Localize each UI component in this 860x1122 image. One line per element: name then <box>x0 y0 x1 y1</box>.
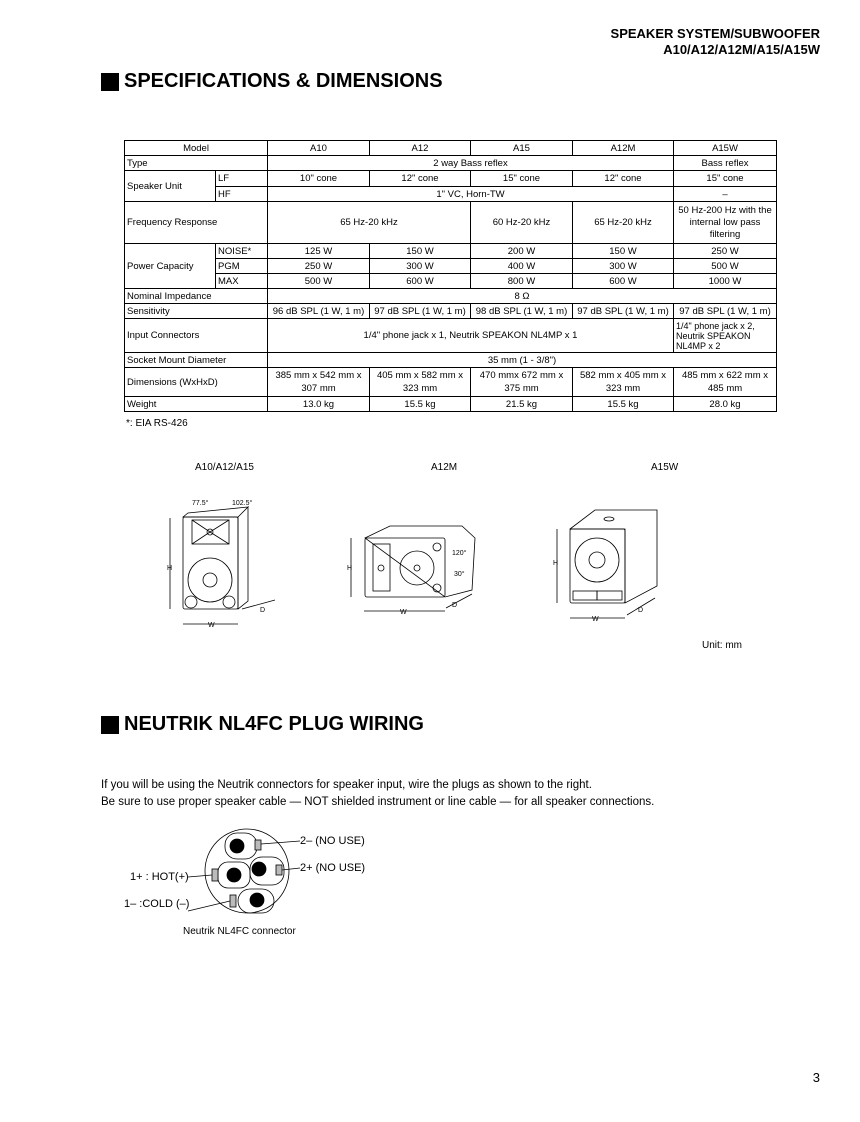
table-cell: 8 Ω <box>268 289 777 304</box>
dim-line: 385 mm x 542 mm x <box>275 370 362 381</box>
table-cell: 65 Hz-20 kHz <box>573 202 674 244</box>
table-header: A12M <box>573 141 674 156</box>
table-cell <box>268 368 370 397</box>
table-cell: 150 W <box>573 244 674 259</box>
dim-line: 323 mm <box>402 383 438 394</box>
row-label: Sensitivity <box>125 304 268 319</box>
table-row <box>125 259 777 274</box>
table-cell: 12" cone <box>573 171 674 187</box>
table-cell: 125 W <box>268 244 370 259</box>
angle-label: 102.5° <box>232 500 253 507</box>
speaker-diagram-a10 <box>167 499 275 629</box>
table-row <box>125 397 777 412</box>
table-cell: 150 W <box>370 244 471 259</box>
dim-line: 485 mm <box>707 383 743 394</box>
row-label: Type <box>125 156 268 171</box>
table-row <box>125 141 777 156</box>
row-sublabel: LF <box>216 171 268 187</box>
table-cell: 1/4" phone jack x 1, Neutrik SPEAKON NL4MP x 1 <box>268 319 674 353</box>
table-cell <box>370 368 471 397</box>
table-cell: 400 W <box>471 259 573 274</box>
pin-2-minus-label: 2– (NO USE) <box>300 835 365 847</box>
row-sublabel: PGM <box>216 259 268 274</box>
table-cell: 97 dB SPL (1 W, 1 m) <box>370 304 471 319</box>
row-label: Power Capacity <box>125 244 216 289</box>
dim-line: 307 mm <box>301 383 336 394</box>
section-heading-specs <box>101 70 443 93</box>
table-cell: 13.0 kg <box>268 397 370 412</box>
table-header: A10 <box>268 141 370 156</box>
table-cell: 500 W <box>674 259 777 274</box>
section-heading-wiring <box>101 713 424 736</box>
pin-2-plus-label: 2+ (NO USE) <box>300 862 366 874</box>
spec-table <box>124 140 777 412</box>
row-label: Input Connectors <box>125 319 268 353</box>
h-label: H <box>167 565 173 572</box>
table-row <box>125 319 777 353</box>
table-cell: 10" cone <box>268 171 370 187</box>
speaker-diagram-a12m <box>347 526 475 616</box>
speaker-diagram-a15w <box>553 510 657 623</box>
row-label: Nominal Impedance <box>125 289 268 304</box>
dim-line: 470 mmx 672 mm x <box>479 370 564 381</box>
table-row <box>125 156 777 171</box>
table-cell: 500 W <box>268 274 370 289</box>
table-cell <box>471 368 573 397</box>
dim-line: 375 mm <box>504 383 539 394</box>
table-cell: 200 W <box>471 244 573 259</box>
row-label: Socket Mount Diameter <box>125 353 268 368</box>
page-number: 3 <box>812 1070 820 1085</box>
pin-1-plus-label: 1+ : HOT(+) <box>130 871 189 883</box>
table-cell: 300 W <box>573 259 674 274</box>
document-header <box>611 26 820 58</box>
section-title: SPECIFICATIONS & DIMENSIONS <box>124 70 443 92</box>
table-cell: 600 W <box>370 274 471 289</box>
row-label: Frequency Response <box>125 202 268 244</box>
unit-label: Unit: mm <box>702 640 742 651</box>
table-cell: 97 dB SPL (1 W, 1 m) <box>674 304 777 319</box>
d-label: D <box>638 607 644 614</box>
w-label: W <box>208 622 215 629</box>
table-cell <box>674 368 777 397</box>
table-cell: – <box>674 187 777 202</box>
connector-caption: Neutrik NL4FC connector <box>183 926 296 937</box>
table-row <box>125 289 777 304</box>
h-label: H <box>553 560 559 567</box>
table-cell: Bass reflex <box>674 156 777 171</box>
table-cell: 1" VC, Horn-TW <box>268 187 674 202</box>
table-row <box>125 304 777 319</box>
table-cell: 21.5 kg <box>471 397 573 412</box>
table-cell: 98 dB SPL (1 W, 1 m) <box>471 304 573 319</box>
table-header: A15W <box>674 141 777 156</box>
table-cell: 15.5 kg <box>573 397 674 412</box>
table-header: A12 <box>370 141 471 156</box>
table-cell: 12" cone <box>370 171 471 187</box>
heading-square-icon <box>101 73 119 91</box>
dim-line: 485 mm x 622 mm x <box>681 370 769 381</box>
table-cell: 96 dB SPL (1 W, 1 m) <box>268 304 370 319</box>
table-cell: 50 Hz-200 Hz with the internal low pass filtering <box>674 202 777 244</box>
angle-label: 30° <box>454 571 465 578</box>
d-label: D <box>260 607 266 614</box>
table-cell: 28.0 kg <box>674 397 777 412</box>
table-cell: 15" cone <box>674 171 777 187</box>
table-cell: 600 W <box>573 274 674 289</box>
table-cell: 65 Hz-20 kHz <box>268 202 471 244</box>
dimension-diagrams <box>150 490 750 630</box>
row-label: Dimensions (WxHxD) <box>125 368 268 397</box>
row-sublabel: MAX <box>216 274 268 289</box>
row-sublabel: NOISE* <box>216 244 268 259</box>
table-cell: 800 W <box>471 274 573 289</box>
table-cell: 15" cone <box>471 171 573 187</box>
angle-label: 120° <box>452 550 467 557</box>
dim-line: 582 mm x 405 mm x <box>579 370 667 381</box>
table-cell: 1000 W <box>674 274 777 289</box>
heading-square-icon <box>101 716 119 734</box>
table-cell: 250 W <box>268 259 370 274</box>
diagram-title-a12m: A12M <box>431 462 458 473</box>
table-row <box>125 368 777 397</box>
table-cell: 300 W <box>370 259 471 274</box>
d-label: D <box>452 602 458 609</box>
table-row <box>125 353 777 368</box>
wiring-paragraph-2: Be sure to use proper speaker cable — NOT shielded instrument or line cable — for all speaker connections. <box>101 796 655 808</box>
w-label: W <box>400 609 407 616</box>
table-cell: 35 mm (1 - 3/8") <box>268 353 777 368</box>
table-row <box>125 171 777 187</box>
table-cell: 1/4" phone jack x 2, Neutrik SPEAKON NL4MP x 2 <box>674 319 777 353</box>
table-cell: 250 W <box>674 244 777 259</box>
table-cell: 60 Hz-20 kHz <box>471 202 573 244</box>
table-cell: 97 dB SPL (1 W, 1 m) <box>573 304 674 319</box>
dim-line: 323 mm <box>605 383 641 394</box>
table-row <box>125 187 777 202</box>
row-label: Speaker Unit <box>125 171 216 202</box>
table-row <box>125 274 777 289</box>
table-header: A15 <box>471 141 573 156</box>
table-row <box>125 202 777 244</box>
table-cell: 15.5 kg <box>370 397 471 412</box>
footnote: *: EIA RS-426 <box>126 418 188 429</box>
table-cell: 2 way Bass reflex <box>268 156 674 171</box>
angle-label: 77.5° <box>192 500 209 507</box>
pin-1-minus-label: 1– :COLD (–) <box>124 898 190 910</box>
h-label: H <box>347 565 353 572</box>
header-line2: A10/A12/A12M/A15/A15W <box>663 42 820 57</box>
table-header: Model <box>125 141 268 156</box>
wiring-paragraph-1: If you will be using the Neutrik connectors for speaker input, wire the plugs as shown to the right. <box>101 779 592 791</box>
row-label: Weight <box>125 397 268 412</box>
section-title: NEUTRIK NL4FC PLUG WIRING <box>124 713 424 735</box>
w-label: W <box>592 616 599 623</box>
header-line1: SPEAKER SYSTEM/SUBWOOFER <box>610 26 820 41</box>
table-row <box>125 244 777 259</box>
table-cell <box>573 368 674 397</box>
diagram-title-a10: A10/A12/A15 <box>195 462 254 473</box>
row-sublabel: HF <box>216 187 268 202</box>
diagram-title-a15w: A15W <box>651 462 679 473</box>
dim-line: 405 mm x 582 mm x <box>376 370 464 381</box>
